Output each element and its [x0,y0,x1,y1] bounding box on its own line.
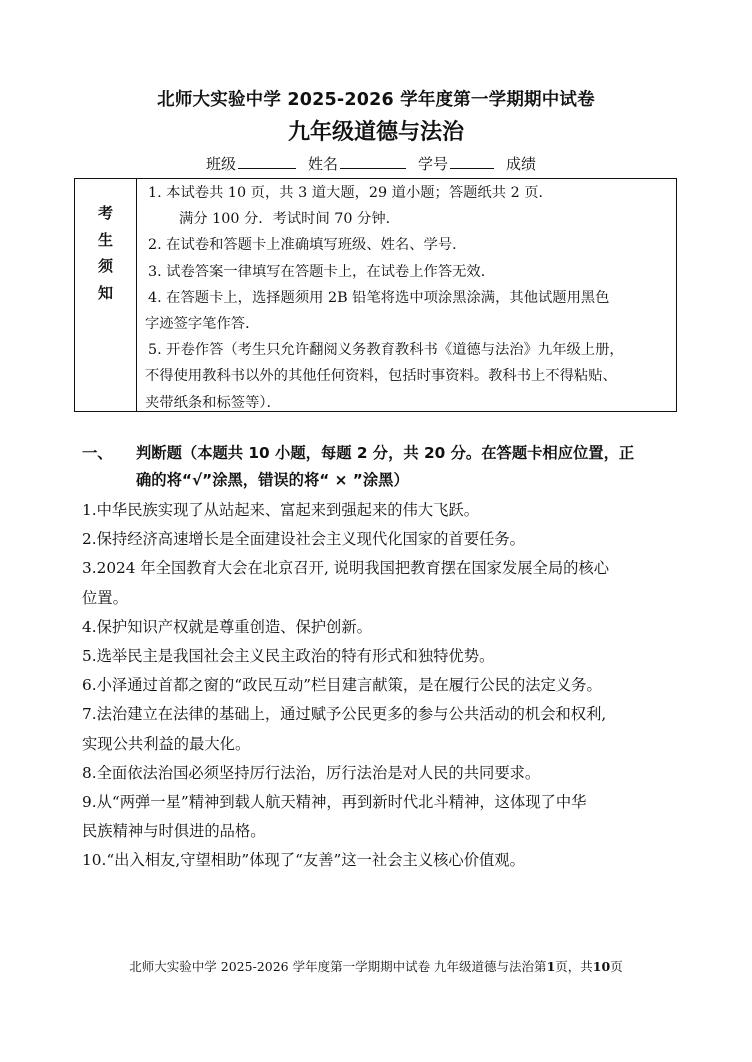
question-line: 5.选举民主是我国社会主义民主政治的特有形式和独特优势。 [82,647,495,666]
notice-side-char: 考 [97,204,113,222]
class-label: 班级 [206,155,237,173]
name-label: 姓名 [308,155,339,173]
notice-side-label [75,179,137,411]
notice-line: 3. 试卷答案一律填写在答题卡上，在试卷上作答无效． [148,263,496,280]
subject-title: 九年级道德与法治 [287,120,464,145]
question-line: 1.中华民族实现了从站起来、富起来到强起来的伟大飞跃。 [82,501,480,519]
student-id-label: 学号 [418,155,449,173]
question-line: 8.全面依法治国必须坚持厉行法治，厉行法治是对人民的共同要求。 [82,763,541,782]
footer-page-total: 10 [592,959,611,974]
notice-line: 1. 本试卷共 10 页，共 3 道大题，29 道小题；答题纸共 2 页． [148,185,553,201]
exam-notice-box [74,178,677,412]
section-instructions-line: 确的将“√”涂黑，错误的将“ × ”涂黑） [136,471,409,489]
question-line: 7.法治建立在法律的基础上，通过赋予公民更多的参与公共活动的机会和权利, [82,705,607,724]
school-title: 北师大实验中学 2025-2026 学年度第一学期期中试卷 [157,90,595,110]
notice-line: 5. 开卷作答（考生只允许翻阅义务教育教科书《道德与法治》九年级上册， [148,342,624,359]
question-line: 3.2024 年全国教育大会在北京召开, 说明我国把教育摆在国家发展全局的核心 [82,559,610,578]
footer-page-end: 页 [610,959,623,974]
name-blank [340,153,406,169]
question-line: 10.“出入相友,守望相助”体现了“友善”这一社会主义核心价值观。 [82,851,525,870]
footer-page-sep: 页，共 [555,959,593,974]
footer-page-current: 1 [546,959,556,974]
section-number: 一、 [82,444,113,462]
footer-text: 北师大实验中学 2025-2026 学年度第一学期期中试卷 九年级道德与法治第 [129,959,547,974]
page-footer [0,957,752,975]
student-id-blank [450,153,494,169]
student-info-line [206,153,536,174]
notice-body [145,180,675,416]
question-line: 4.保护知识产权就是尊重创造、保护创新。 [82,617,372,636]
question-line: 实现公共利益的最大化。 [82,734,251,753]
question-line: 位置。 [82,588,128,607]
notice-side-char: 生 [97,230,113,249]
notice-line: 4. 在答题卡上，选择题须用 2B 铅笔将选中项涂黑涂满，其他试题用黑色 [148,289,610,306]
question-line: 民族精神与时俱进的品格。 [82,822,266,841]
question-line: 9.从“两弹一星”精神到载人航天精神，再到新时代北斗精神，这体现了中华 [82,793,587,812]
notice-line: 满分 100 分．考试时间 70 分钟． [179,211,400,228]
question-line: 6.小泽通过首都之窗的“政民互动”栏目建言献策，是在履行公民的法定义务。 [82,676,602,695]
question-list [82,496,682,876]
notice-side-char: 知 [97,283,113,302]
section-instructions [136,440,682,494]
notice-line: 2. 在试卷和答题卡上准确填写班级、姓名、学号． [148,237,467,254]
score-label: 成绩 [506,155,537,173]
section-instructions-line: 判断题（本题共 10 小题，每题 2 分，共 20 分。在答题卡相应位置，正 [136,444,635,462]
class-blank [238,153,296,169]
notice-line: 不得使用教科书以外的其他任何资料，包括时事资料。教科书上不得粘贴、 [145,368,617,385]
notice-line: 夹带纸条和标签等）． [145,394,281,411]
notice-line: 字迹签字笔作答． [145,316,260,333]
notice-side-char: 须 [97,257,113,275]
question-line: 2.保持经济高速增长是全面建设社会主义现代化国家的首要任务。 [82,530,525,549]
